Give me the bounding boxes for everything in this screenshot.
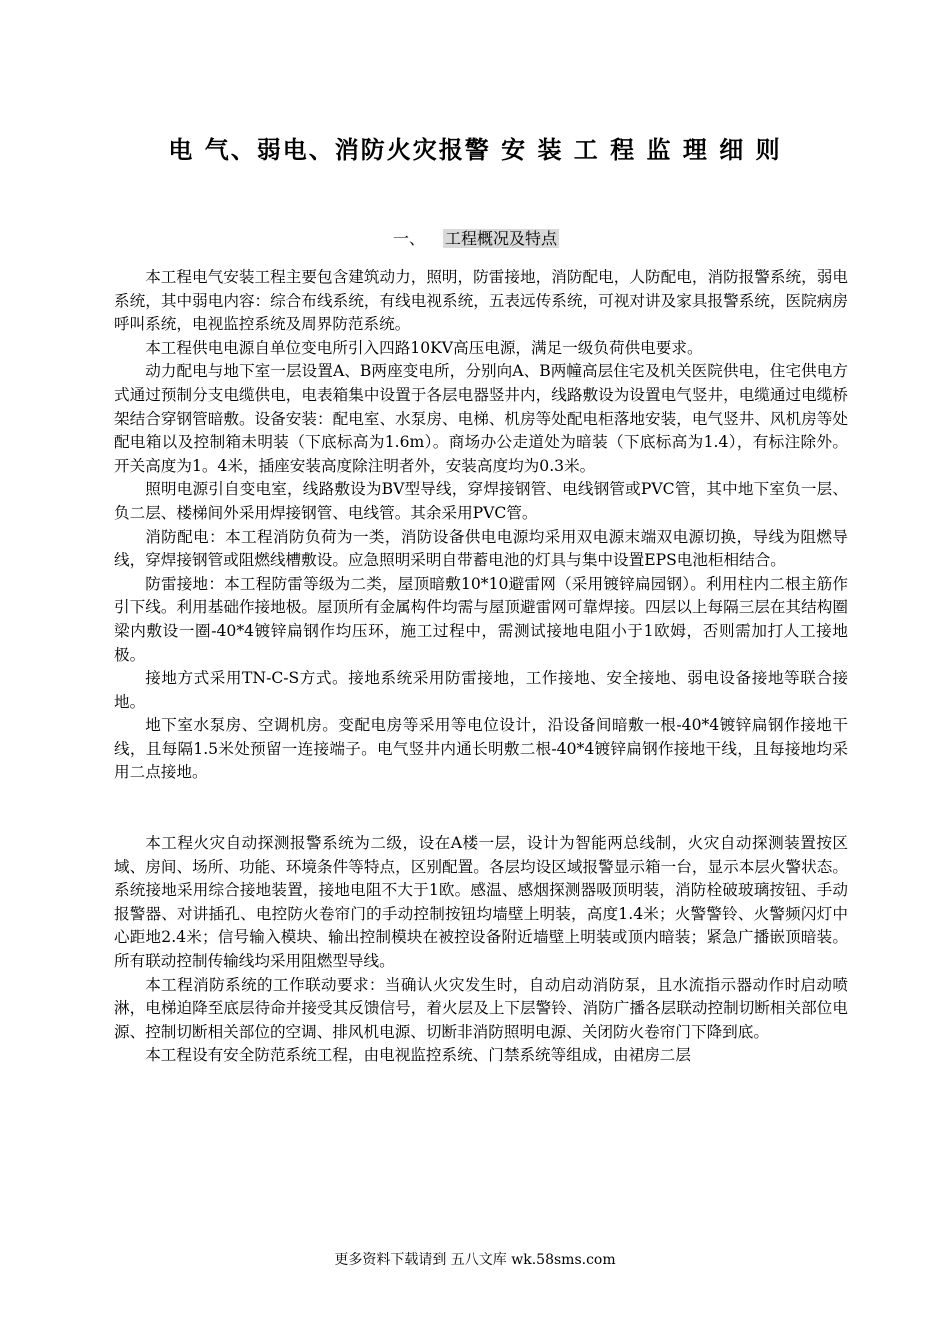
paragraph-lighting: 照明电源引自变电室，线路敷设为BV型导线，穿焊接钢管、电线钢管或PVC管，其中地下室负一层、负二层、楼梯间外采用焊接钢管、电线管。其余采用PVC管。 xyxy=(114,480,848,522)
document-body xyxy=(114,266,848,1068)
paragraph-power-source: 本工程供电电源自单位变电所引入四路10KV高压电源，满足一级负荷供电要求。 xyxy=(145,338,703,357)
page-footer: 更多资料下载请到 五八文库 wk.58sms.com xyxy=(334,1252,616,1268)
paragraph-grounding-method: 接地方式采用TN-C-S方式。接地系统采用防雷接地，工作接地、安全接地、弱电设备接地等联合接地。 xyxy=(114,669,848,711)
paragraph-security: 本工程设有安全防范系统工程，由电视监控系统、门禁系统等组成，由裙房二层 xyxy=(145,1046,691,1065)
paragraph-lightning-protection: 防雷接地：本工程防雷等级为二类，屋顶暗敷10*10避雷网（采用镀锌扁园钢）。利用柱内二根主筋作引下线。利用基础作接地极。屋顶所有金属构件均需与屋顶避雷网可靠焊接。四层以上每隔三层在其结构圈梁内敷设一圈-40*4镀锌扁钢作均压环，施工过程中，需测试接地电阻小于1欧姆，否则需加打人工接地极。 xyxy=(114,574,848,664)
paragraph-scope: 本工程电气安装工程主要包含建筑动力，照明，防雷接地，消防配电，人防配电，消防报警系统，弱电系统，其中弱电内容：综合布线系统，有线电视系统，五表远传系统，可视对讲及家具报警系统，医院病房呼叫系统，电视监控系统及周界防范系统。 xyxy=(114,268,848,334)
paragraph-power-distribution: 动力配电与地下室一层设置A、B两座变电所，分别向A、B两幢高层住宅及机关医院供电，住宅供电方式通过预制分支电缆供电，电表箱集中设置于各层电器竖井内，线路敷设为设置电气竖井，电缆通过电缆桥架结合穿钢管暗敷。设备安装：配电室、水泵房、电梯、机房等处配电柜落地安装，电气竖井、风机房等处配电箱以及控制箱未明装（下底标高为1.6m）。商场办公走道处为暗装（下底标高为1.4），有标注除外。开关高度为1。4米，插座安装高度除注明者外，安装高度均为0.3米。 xyxy=(114,362,848,475)
paragraph-fire-linkage: 本工程消防系统的工作联动要求：当确认火灾发生时，自动启动消防泵，且水流指示器动作时启动喷淋，电梯迫降至底层待命并接受其反馈信号，着火层及上下层警铃、消防广播各层联动控制切断相关部位电源、控制切断相关部位的空调、排风机电源、切断非消防照明电源、关闭防火卷帘门下降到底。 xyxy=(114,975,848,1041)
paragraph-equipotential: 地下室水泵房、空调机房。变配电房等采用等电位设计，沿设备间暗敷一根-40*4镀锌扁钢作接地干线，且每隔1.5米处预留一连接端子。电气竖井内通长明敷二根-40*4镀锌扁钢作接地干线，且每接地均采用二点接地。 xyxy=(114,716,848,782)
section-title: 工程概况及特点 xyxy=(445,229,558,248)
document-title: 电 气、弱电、消防火灾报警 安 装 工 程 监 理 细 则 xyxy=(168,136,782,164)
paragraph-gap xyxy=(114,785,848,832)
section-number: 一、 xyxy=(393,229,426,248)
section-heading xyxy=(393,227,559,251)
paragraph-fire-power: 消防配电：本工程消防负荷为一类，消防设备供电电源均采用双电源末端双电源切换，导线为阻燃导线，穿焊接钢管或阻燃线槽敷设。应急照明采明自带蓄电池的灯具与集中设置EPS电池柜相结合。 xyxy=(114,527,848,570)
paragraph-fire-alarm: 本工程火灾自动探测报警系统为二级，设在A楼一层，设计为智能两总线制，火灾自动探测装置按区域、房间、场所、功能、环境条件等特点，区别配置。各层均设区域报警显示箱一台，显示本层火警状态。系统接地采用综合接地装置，接地电阻不大于1欧。感温、感烟探测器吸顶明装，消防栓破玻璃按钮、手动报警器、对讲插孔、电控防火卷帘门的手动控制按钮均墙壁上明装，高度1.4米；火警警铃、火警频闪灯中心距地2.4米；信号输入模块、输出控制模块在被控设备附近墙壁上明装或顶内暗装；紧急广播嵌顶暗装。所有联动控制传输线均采用阻燃型导线。 xyxy=(114,834,848,971)
